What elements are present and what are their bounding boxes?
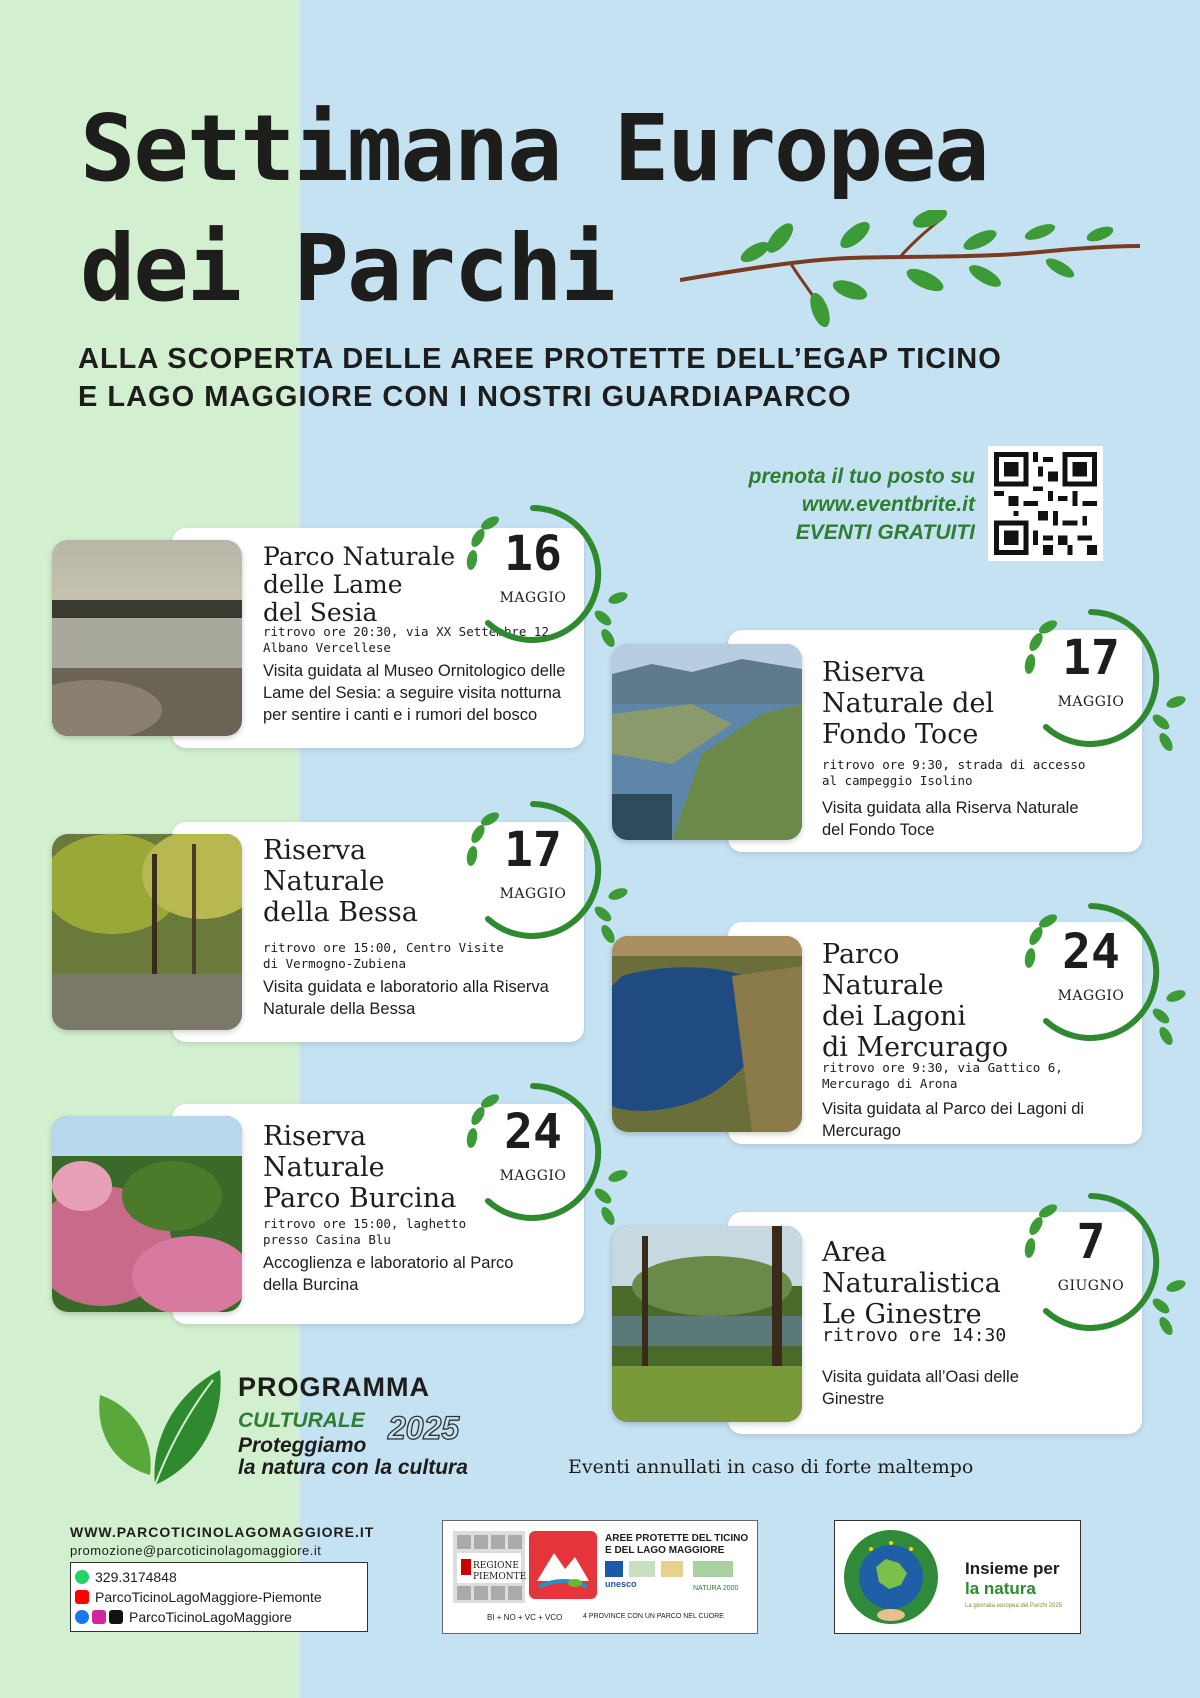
event-photo-burcina xyxy=(52,1116,242,1312)
website-link[interactable]: WWW.PARCOTICINOLAGOMAGGIORE.IT xyxy=(70,1524,375,1540)
event-2-title-line1: Riserva xyxy=(822,657,926,688)
aree-line2: E DEL LAGO MAGGIORE xyxy=(605,1545,725,1556)
event-3-day: 17 xyxy=(504,822,562,878)
event-1-month: MAGGIO xyxy=(499,590,567,606)
event-3-meeting-line1: ritrovo ore 15:00, Centro Visite xyxy=(263,940,504,955)
event-photo-ginestre xyxy=(612,1226,802,1422)
laurel-wreath-icon xyxy=(1016,896,1186,1066)
event-2-day: 17 xyxy=(1062,630,1120,686)
programma-title: PROGRAMMA xyxy=(238,1372,430,1402)
subtitle-line2: E LAGO MAGGIORE CON I NOSTRI GUARDIAPARCO xyxy=(78,381,852,413)
youtube-icon xyxy=(75,1590,89,1604)
event-1-title-line3: del Sesia xyxy=(263,598,378,627)
event-5-meeting-line1: ritrovo ore 15:00, laghetto xyxy=(263,1216,467,1231)
event-5-meeting-line2: presso Casina Blu xyxy=(263,1232,391,1247)
event-2-date-badge xyxy=(1016,602,1186,772)
europarc-ring-text: THE EUROPEAN DAY OF PARKS xyxy=(849,1525,951,1531)
event-2-meeting-line2: al campeggio Isolino xyxy=(822,773,973,788)
booking-free: EVENTI GRATUITI xyxy=(795,521,975,544)
event-2-title-line3: Fondo Toce xyxy=(822,719,979,750)
event-5-day: 24 xyxy=(504,1104,562,1160)
event-1-title-line2: delle Lame xyxy=(263,570,403,599)
event-2-meeting-line1: ritrovo ore 9:30, strada di accesso xyxy=(822,757,1086,772)
event-4-title xyxy=(822,939,1008,1063)
event-2-title xyxy=(822,657,994,750)
unesco-label: unesco xyxy=(605,1579,637,1589)
tiktok-icon xyxy=(109,1610,123,1624)
event-5-title-line2: Naturale xyxy=(263,1152,385,1183)
subtitle xyxy=(78,340,1138,416)
event-5-date-badge xyxy=(458,1076,628,1246)
booking-info xyxy=(749,463,975,547)
event-6-month: GIUGNO xyxy=(1057,1278,1125,1294)
laurel-wreath-icon xyxy=(1016,602,1186,772)
regione-line2: PIEMONTE xyxy=(473,1572,527,1582)
event-2-month: MAGGIO xyxy=(1057,694,1125,710)
leaves-logo-icon xyxy=(95,1365,225,1490)
phone-row[interactable] xyxy=(75,1567,363,1587)
event-6-date-badge xyxy=(1016,1186,1186,1356)
event-3-title-line1: Riserva xyxy=(263,835,367,866)
event-6-description: Visita guidata all’Oasi delle Ginestre xyxy=(822,1368,1019,1408)
event-5-title-line1: Riserva xyxy=(263,1121,367,1152)
provinces-slogan: 4 PROVINCE CON UN PARCO NEL CUORE xyxy=(583,1613,724,1620)
subtitle-line1: ALLA SCOPERTA DELLE AREE PROTETTE DELL’EGAP TICINO xyxy=(78,343,1002,375)
page-title-line1: Settimana Europea xyxy=(80,95,988,202)
event-4-title-line3: dei Lagoni xyxy=(822,1001,967,1032)
event-1-day: 16 xyxy=(504,526,562,582)
event-3-month: MAGGIO xyxy=(499,886,567,902)
event-3-title-line2: Naturale xyxy=(263,866,385,897)
event-photo-fondo-toce xyxy=(612,644,802,840)
event-3-title xyxy=(263,835,418,928)
event-1-title-line1: Parco Naturale xyxy=(263,542,456,571)
event-6-title-line1: Area xyxy=(822,1237,887,1268)
contacts-block xyxy=(70,1524,374,1632)
social-row[interactable] xyxy=(75,1607,363,1627)
event-photo-sesia xyxy=(52,540,242,736)
event-3-date-badge xyxy=(458,794,628,964)
weather-note: Eventi annullati in caso di forte maltempo xyxy=(568,1456,974,1478)
laurel-wreath-icon xyxy=(458,498,628,668)
event-3-title-line3: della Bessa xyxy=(263,897,418,928)
event-6-title-line2: Naturalistica xyxy=(822,1268,1001,1299)
event-photo-mercurago xyxy=(612,936,802,1132)
event-4-day: 24 xyxy=(1062,924,1120,980)
page-title-line2: dei Parchi xyxy=(80,215,614,322)
event-5-description: Accoglienza e laboratorio al Parco della Burcina xyxy=(263,1254,514,1294)
event-6-day: 7 xyxy=(1076,1214,1106,1270)
event-1-meeting-line2: Albano Vercellese xyxy=(263,640,391,655)
youtube-row[interactable] xyxy=(75,1587,363,1607)
laurel-wreath-icon xyxy=(1016,1186,1186,1356)
event-4-description: Visita guidata al Parco dei Lagoni di Mercurago xyxy=(822,1100,1085,1140)
youtube-channel: ParcoTicinoLagoMaggiore-Piemonte xyxy=(95,1589,322,1605)
branch-illustration xyxy=(680,210,1140,340)
booking-url[interactable]: www.eventbrite.it xyxy=(801,493,975,516)
event-4-title-line2: Naturale xyxy=(822,970,944,1001)
event-3-meeting-line2: di Vermogno-Zubiena xyxy=(263,956,406,971)
event-6-title-line3: Le Ginestre xyxy=(822,1299,982,1330)
natura-label: NATURA 2000 xyxy=(693,1585,739,1592)
qr-code-graphic xyxy=(994,452,1097,555)
event-1-meeting-line1: ritrovo ore 20:30, via XX Settembre 12, xyxy=(263,624,557,639)
email-link[interactable]: promozione@parcoticinolagomaggiore.it xyxy=(70,1543,322,1558)
event-6-title xyxy=(822,1237,1001,1330)
programma-culturale: CULTURALE xyxy=(238,1409,365,1432)
booking-line1: prenota il tuo posto su xyxy=(748,465,975,488)
whatsapp-icon xyxy=(75,1570,89,1584)
event-4-date-badge xyxy=(1016,896,1186,1066)
insieme-line2: la natura xyxy=(965,1579,1036,1598)
programma-year: 2025 xyxy=(388,1410,460,1446)
regione-line1: REGIONE xyxy=(473,1561,519,1571)
event-4-title-line1: Parco xyxy=(822,939,900,970)
event-4-month: MAGGIO xyxy=(1057,988,1125,1004)
phone-number: 329.3174848 xyxy=(95,1569,177,1585)
programma-slogan-line2: la natura con la cultura xyxy=(238,1456,468,1479)
event-6-meeting-line1: ritrovo ore 14:30 xyxy=(822,1325,1007,1346)
event-5-meeting xyxy=(263,1216,466,1248)
instagram-icon xyxy=(92,1610,106,1624)
event-5-month: MAGGIO xyxy=(499,1168,567,1184)
aree-protette-logo xyxy=(529,1531,597,1599)
insieme-line3: La giornata europea dei Parchi 2025 xyxy=(965,1603,1063,1609)
contacts-box xyxy=(70,1562,368,1632)
european-day-of-parks-box xyxy=(834,1520,1081,1634)
europarc-logo xyxy=(841,1527,941,1627)
event-2-title-line2: Naturale del xyxy=(822,688,995,719)
programma-slogan-line1: Proteggiamo xyxy=(238,1434,367,1457)
event-2-description: Visita guidata alla Riserva Naturale del Fondo Toce xyxy=(822,799,1079,839)
event-5-title xyxy=(263,1121,456,1214)
partner-mini-logos xyxy=(605,1559,745,1579)
laurel-wreath-icon xyxy=(458,794,628,964)
event-5-title-line3: Parco Burcina xyxy=(263,1183,457,1214)
social-handle: ParcoTicinoLagoMaggiore xyxy=(129,1609,292,1625)
event-1-description: Visita guidata al Museo Ornitologico delle Lame del Sesia: a seguire visita notturna per sentire i canti e i rumori del bosco xyxy=(263,662,566,724)
event-4-title-line4: di Mercurago xyxy=(822,1032,1009,1063)
qr-code[interactable] xyxy=(988,446,1103,561)
laurel-wreath-icon xyxy=(458,1076,628,1246)
partner-logos-box xyxy=(442,1520,758,1634)
programma-block xyxy=(238,1372,468,1479)
facebook-icon xyxy=(75,1610,89,1624)
insieme-line1: Insieme per xyxy=(965,1559,1060,1578)
event-6-meeting xyxy=(822,1326,1006,1346)
event-3-description: Visita guidata e laboratorio alla Riserva Naturale della Bessa xyxy=(263,978,549,1018)
event-1-date-badge xyxy=(458,498,628,668)
event-photo-bessa xyxy=(52,834,242,1030)
event-4-meeting-line1: ritrovo ore 9:30, via Gattico 6, xyxy=(822,1060,1063,1075)
aree-line1: AREE PROTETTE DEL TICINO xyxy=(605,1533,749,1544)
event-4-meeting-line2: Mercurago di Arona xyxy=(822,1076,958,1091)
provinces-label: BI + NO + VC + VCO xyxy=(487,1613,563,1622)
event-1-title xyxy=(263,543,455,627)
